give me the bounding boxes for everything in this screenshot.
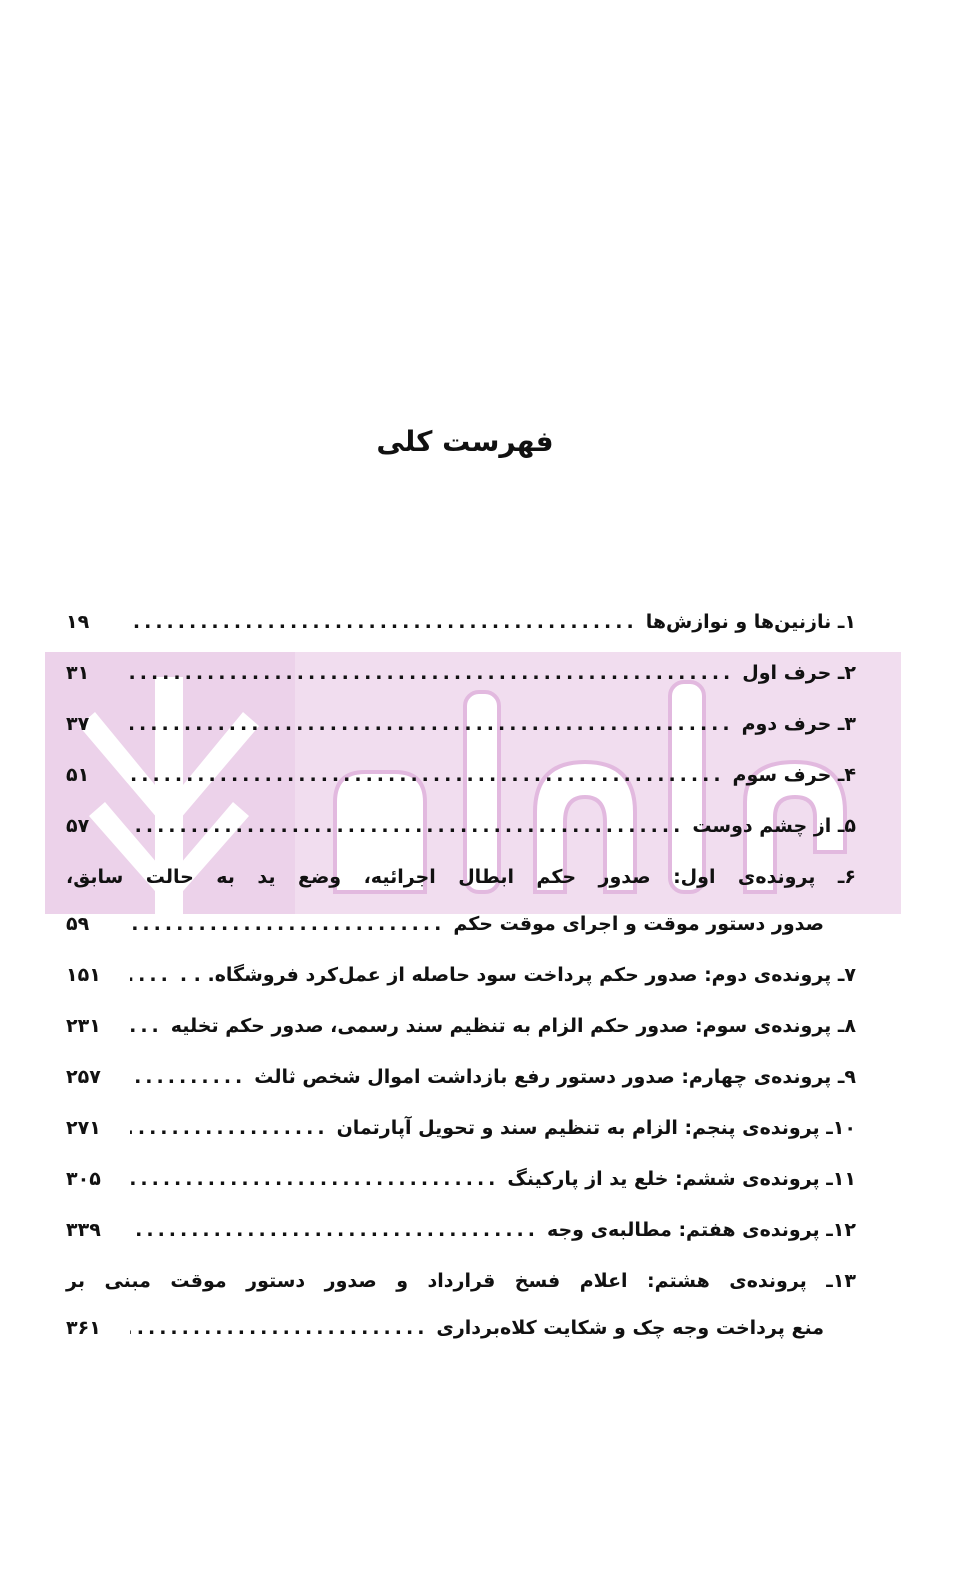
entry-title: ۱ـ نازنین‌ها و نوازش‌ها bbox=[645, 611, 856, 633]
entry-title-continued: منع پرداخت وجه چک و شکایت کلاه‌برداری bbox=[436, 1317, 824, 1339]
dot-leader bbox=[130, 609, 638, 635]
toc-entry[interactable] bbox=[66, 1200, 856, 1251]
page-number: ۵۷ bbox=[66, 815, 90, 837]
dot-leader bbox=[130, 1064, 246, 1090]
entry-title: ۱۳ـ پرونده‌ی هشتم: اعلام فسخ قرارداد و صدور دستور موقت مبنی بر bbox=[66, 1270, 856, 1292]
entry-title-continued: صدور دستور موقت و اجرای موقت حکم bbox=[453, 913, 824, 935]
entry-title: ۴ـ حرف سوم bbox=[732, 764, 856, 786]
toc-entry-continuation[interactable] bbox=[66, 898, 856, 945]
toc-entry[interactable] bbox=[66, 592, 856, 643]
toc-entry[interactable] bbox=[66, 745, 856, 796]
toc-entry[interactable] bbox=[66, 796, 856, 847]
dot-leader bbox=[130, 711, 734, 737]
page-number: ۳۷ bbox=[66, 713, 90, 735]
entry-title: ۱۲ـ پرونده‌ی هفتم: مطالبه‌ی وجه bbox=[546, 1219, 856, 1241]
entry-title: ۲ـ حرف اول bbox=[742, 662, 856, 684]
dot-leader bbox=[130, 1315, 428, 1341]
page-number: ۳۶۱ bbox=[66, 1317, 101, 1339]
toc-entry[interactable] bbox=[66, 945, 856, 996]
entry-title: ۶ـ پرونده‌ی اول: صدور حکم ابطال اجرائیه، وضع ید به حالت سابق، bbox=[66, 866, 856, 888]
toc-entry[interactable] bbox=[66, 1149, 856, 1200]
toc-entry[interactable] bbox=[66, 1251, 856, 1302]
toc-entry-continuation[interactable] bbox=[66, 1302, 856, 1349]
page-number: ۱۹ bbox=[66, 611, 90, 633]
toc-entry[interactable] bbox=[66, 1098, 856, 1149]
page-number: ۳۱ bbox=[66, 662, 90, 684]
entry-title: ۳ـ حرف دوم bbox=[741, 713, 856, 735]
dot-leader bbox=[130, 762, 725, 788]
entry-title: ۱۱ـ پرونده‌ی ششم: خلع ید از پارکینگ bbox=[507, 1168, 856, 1190]
entry-title: ۹ـ پرونده‌ی چهارم: صدور دستور رفع بازداشت اموال شخص ثالث bbox=[254, 1066, 856, 1088]
dot-leader bbox=[130, 962, 172, 988]
dot-leader bbox=[130, 1115, 329, 1141]
entry-title: ۱۰ـ پرونده‌ی پنجم: الزام به تنظیم سند و تحویل آپارتمان bbox=[336, 1117, 856, 1139]
dot-leader bbox=[130, 660, 734, 686]
page-title: فهرست کلی bbox=[376, 425, 554, 458]
dot-leader bbox=[130, 911, 445, 937]
page-number: ۱۵۱ bbox=[66, 964, 101, 986]
dot-leader bbox=[130, 813, 684, 839]
dot-leader bbox=[130, 1013, 163, 1039]
dot-leader bbox=[130, 1217, 539, 1243]
page-number: ۲۵۷ bbox=[66, 1066, 101, 1088]
toc-entry[interactable] bbox=[66, 847, 856, 898]
page-number: ۲۷۱ bbox=[66, 1117, 101, 1139]
page-number: ۵۹ bbox=[66, 913, 90, 935]
page-number: ۵۱ bbox=[66, 764, 90, 786]
toc-entry[interactable] bbox=[66, 996, 856, 1047]
entry-title: ۵ـ از چشم دوست bbox=[692, 815, 856, 837]
toc-entry[interactable] bbox=[66, 643, 856, 694]
table-of-contents bbox=[66, 592, 856, 1349]
entry-title: ۸ـ پرونده‌ی سوم: صدور حکم الزام به تنظیم سند رسمی، صدور حکم تخلیه bbox=[170, 1015, 856, 1037]
page-number: ۳۳۹ bbox=[66, 1219, 101, 1241]
toc-entry[interactable] bbox=[66, 694, 856, 745]
page-number: ۲۳۱ bbox=[66, 1015, 101, 1037]
dot-leader bbox=[130, 1166, 499, 1192]
toc-entry[interactable] bbox=[66, 1047, 856, 1098]
page-number: ۳۰۵ bbox=[66, 1168, 101, 1190]
entry-title: ۷ـ پرونده‌ی دوم: صدور حکم پرداخت سود حاصله از عمل‌کرد فروشگاه. . . bbox=[179, 964, 856, 986]
